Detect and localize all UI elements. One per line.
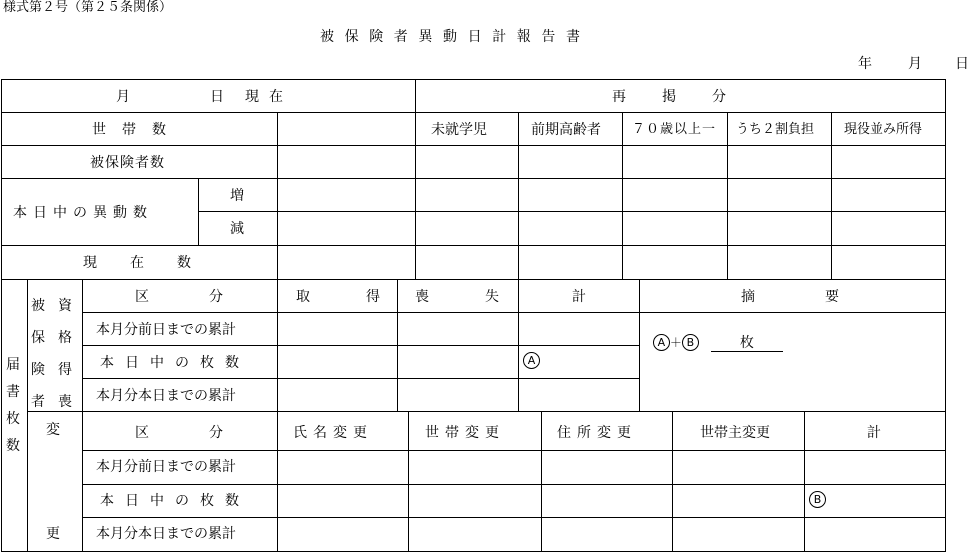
tekiyou-header: 摘要 [741,289,909,305]
form-title: 被保険者異動日計報告書 [320,29,591,45]
kubun-header-2: 区分 [135,425,283,441]
shikaku-label-left: 被保険者 [31,298,45,410]
shutoku-header: 取得 [296,289,436,305]
circle-a-marker [523,352,540,369]
circle-a-formula: A [653,334,670,351]
mai-field[interactable] [711,335,783,352]
circle-b-formula: B [682,334,699,351]
row-honjitsu-ruikei-2: 本月分本日までの累計 [96,526,236,542]
row-honjitsu-maisuu-2: 本日中の枚数 [100,493,250,509]
col-setai-henkou: 世帯変更 [425,425,505,441]
col-setainushi-henkou: 世帯主変更 [700,425,770,441]
row-label-zou: 増 [230,188,244,204]
col-shimei-henkou: 氏名変更 [293,425,373,441]
form-number: 様式第２号（第２５条関係） [3,0,173,15]
as-of-genzai: 現在 [245,89,293,105]
row-honjitsu-maisuu: 本日中の枚数 [100,355,250,371]
date-month: 月 [908,56,922,72]
col-juusho-henkou: 住所変更 [557,425,637,441]
row-label-gen: 減 [230,221,244,237]
col-geneki-nami: 現役並み所得 [844,122,923,137]
col-2wari-futan: うち２割負担 [736,122,815,137]
row-honjitsu-ruikei: 本月分本日までの累計 [96,388,236,404]
col-zenki-koureisha: 前期高齢者 [531,122,601,138]
col-70sai-ijou: ７０歳以上一 [632,122,717,137]
row-label-hihokensha: 被保険者数 [90,155,165,171]
as-of-day: 日 [210,89,224,105]
soushitsu-header: 喪失 [415,289,555,305]
as-of-month: 月 [116,89,130,105]
row-label-honjitsu-idou: 本日中の異動数 [13,205,153,221]
circle-b: B [809,491,826,508]
plus-sign: ＋ [669,335,682,350]
col-mishugakuji: 未就学児 [431,122,487,138]
circle-a: A [523,352,540,369]
henkou-label-top: 変 [46,422,60,438]
kei-header: 計 [572,289,586,305]
saikei-header: 再掲分 [612,89,762,105]
row-label-genzaisuu: 現在数 [83,255,224,271]
henkou-label-bottom: 更 [46,526,60,542]
date-year: 年 [858,56,872,72]
tekiyou-formula [644,318,783,352]
kubun-header: 区分 [135,289,283,305]
mai-label: 枚 [739,334,754,351]
row-label-setai: 世帯数 [92,122,182,138]
row-zenjitsu-ruikei-2: 本月分前日までの累計 [96,459,236,475]
shikaku-label-right: 資格得喪 [58,298,72,410]
todoke-maisuu-label: 届書枚数 [6,357,20,454]
row-zenjitsu-ruikei: 本月分前日までの累計 [96,322,236,338]
circle-b-marker [809,491,826,508]
date-day: 日 [955,56,969,72]
col-kei-henkou: 計 [867,425,881,441]
